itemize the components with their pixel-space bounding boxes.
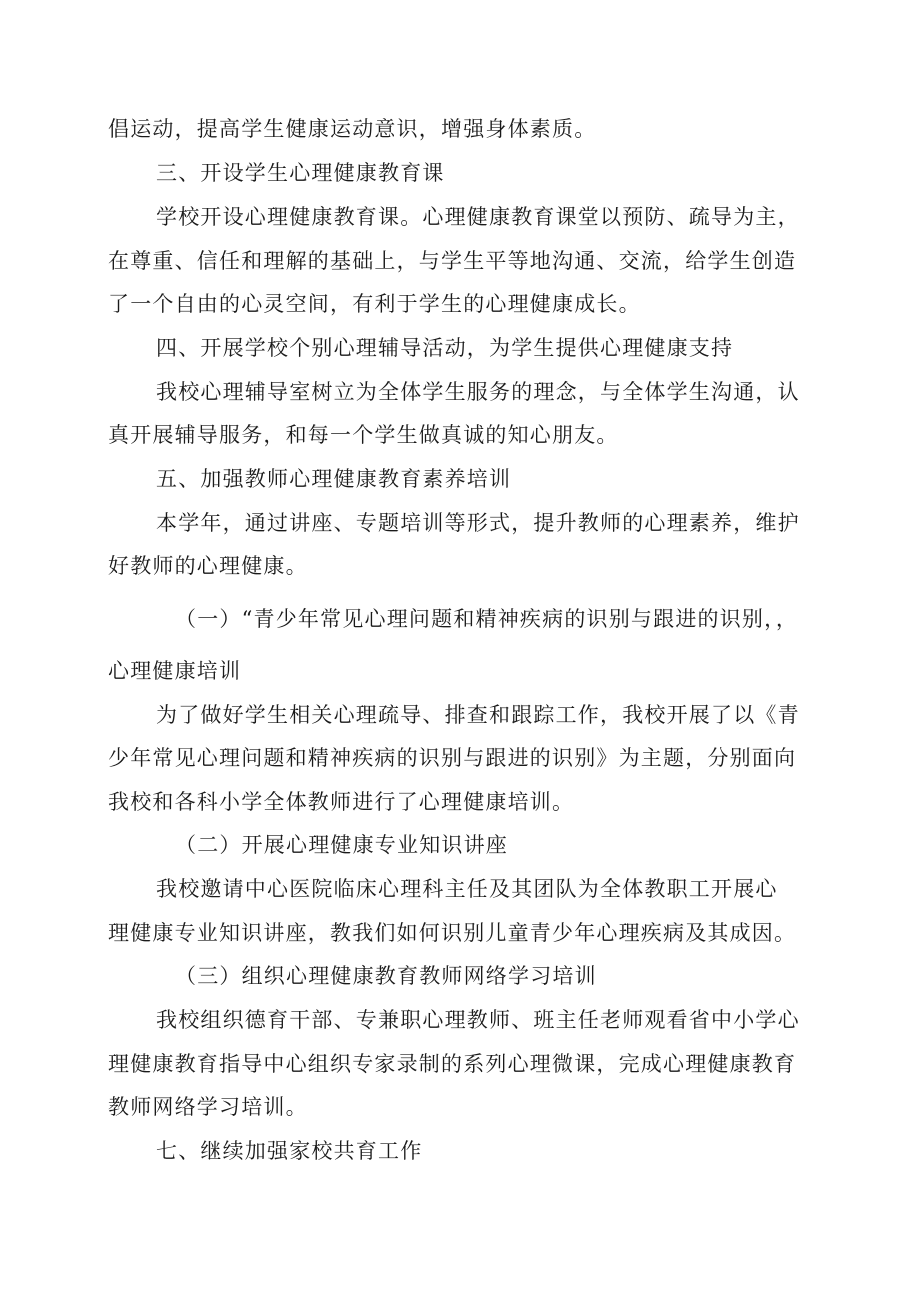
paragraph-line: 我校组织德育干部、专兼职心理教师、班主任老师观看省中小学心 — [156, 1008, 800, 1032]
section-heading: 七、继续加强家校共育工作 — [156, 1139, 423, 1163]
section-heading: 四、开展学校个别心理辅导活动，为学生提供心理健康支持 — [156, 336, 734, 360]
paragraph-line: 在尊重、信任和理解的基础上，与学生平等地沟通、交流，给学生创造 — [108, 249, 797, 273]
section-heading: 五、加强教师心理健康教育素养培训 — [156, 467, 512, 491]
paragraph-line: 我校邀请中心医院临床心理科主任及其团队为全体教职工开展心 — [156, 877, 778, 901]
subsection-heading: （一）“青少年常见心理问题和精神疾病的识别与跟进的识别，， — [175, 607, 799, 631]
paragraph-line: 理健康教育指导中心组织专家录制的系列心理微课，完成心理健康教育 — [108, 1052, 797, 1076]
paragraph-line: 真开展辅导服务，和每一个学生做真诚的知心朋友。 — [108, 423, 619, 447]
paragraph-line: 我校心理辅导室树立为全体学生服务的理念，与全体学生沟通，认 — [156, 380, 800, 404]
paragraph-line: 理健康专业知识讲座，教我们如何识别儿童青少年心理疾病及其成因。 — [108, 921, 797, 945]
paragraph-line: 倡运动，提高学生健康运动意识，增强身体素质。 — [108, 117, 597, 141]
paragraph-line: 学校开设心理健康教育课。心理健康教育课堂以预防、疏导为主， — [156, 205, 800, 229]
paragraph-line: 教师网络学习培训。 — [108, 1095, 308, 1119]
subsection-heading-continued: 心理健康培训 — [108, 659, 242, 683]
paragraph-line: 少年常见心理问题和精神疾病的识别与跟进的识别》为主题，分别面向 — [108, 746, 797, 770]
paragraph-line: 本学年，通过讲座、专题培训等形式，提升教师的心理素养，维护 — [156, 511, 800, 535]
paragraph-line: 我校和各科小学全体教师进行了心理健康培训。 — [108, 790, 575, 814]
paragraph-line: 为了做好学生相关心理疏导、排查和跟踪工作，我校开展了以《青 — [156, 703, 800, 727]
paragraph-line: 好教师的心理健康。 — [108, 554, 308, 578]
subsection-heading: （二）开展心理健康专业知识讲座 — [175, 833, 508, 857]
subsection-heading: （三）组织心理健康教育教师网络学习培训 — [175, 964, 597, 988]
paragraph-line: 了一个自由的心灵空间，有利于学生的心理健康成长。 — [108, 292, 641, 316]
section-heading: 三、开设学生心理健康教育课 — [156, 161, 445, 185]
